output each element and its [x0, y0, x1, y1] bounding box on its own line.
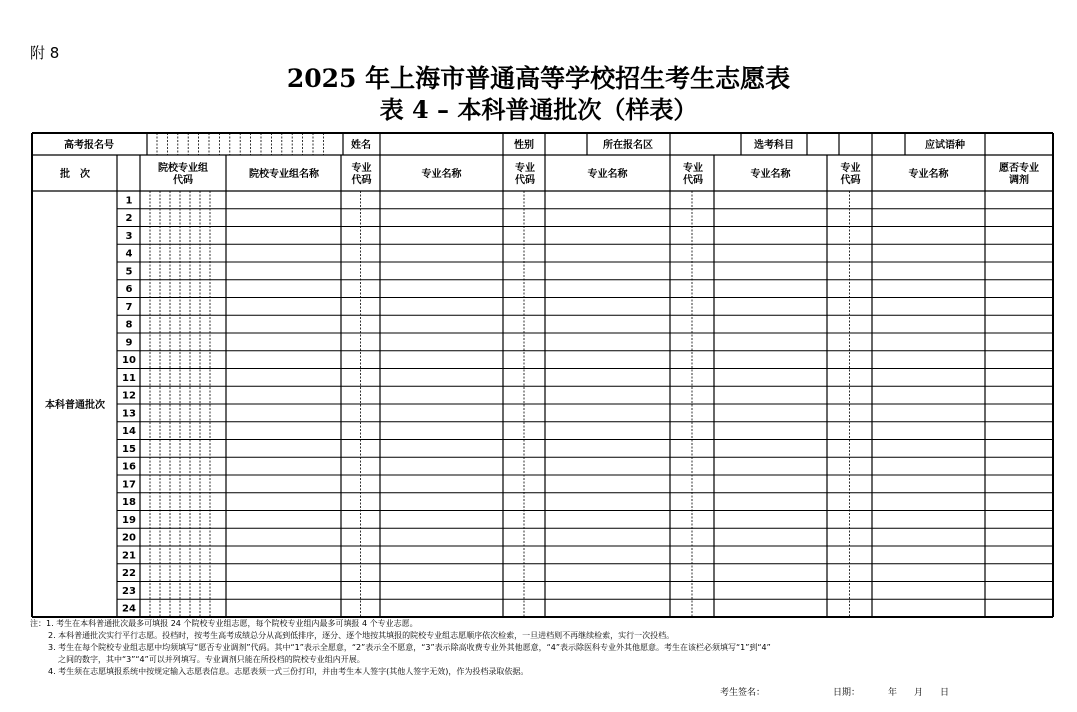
row-number-23: 23: [122, 585, 136, 597]
row-number-16: 16: [122, 461, 136, 473]
date-month: 月: [914, 688, 924, 698]
date-day: 日: [940, 688, 950, 698]
major-name-header-4: 专业名称: [908, 169, 949, 180]
row-number-2: 2: [125, 213, 133, 225]
note-1: 注：1. 考生在本科普通批次最多可填报 24 个院校专业组志愿，每个院校专业组内最多可填报 4 个专业志愿。: [30, 619, 418, 628]
notes-section: [30, 618, 1060, 678]
row-number-5: 5: [125, 266, 133, 278]
date-label: 日期：: [833, 688, 861, 698]
note-2: 2. 本科普通批次实行平行志愿。投档时，按考生高考成绩总分从高到低排序，逐分、逐个地按其填报的院校专业组志愿顺序依次检索，一旦进档则不再继续检索，实行一次投档。: [48, 631, 675, 640]
row-number-1: 1: [125, 195, 133, 207]
page-subtitle: 表 4 – 本科普通批次（样表）: [379, 95, 698, 124]
row-number-20: 20: [122, 532, 136, 544]
name-label: 姓名: [351, 140, 371, 151]
row-number-12: 12: [122, 390, 136, 402]
row-number-15: 15: [122, 443, 136, 455]
major-code-header-3: 专业代码: [683, 163, 703, 186]
major-code-header-2: 专业代码: [515, 163, 535, 186]
row-number-7: 7: [125, 301, 133, 313]
row-number-17: 17: [122, 479, 136, 491]
exam-no-label: 高考报名号: [64, 140, 114, 151]
row-number-18: 18: [122, 497, 136, 509]
row-number-22: 22: [122, 568, 136, 580]
page-title: 2025 年上海市普通高等学校招生考生志愿表: [286, 64, 791, 93]
note-3-continued: 之间的数字，其中“3”“4”可以并列填写。专业调剂只能在所投档的院校专业组内开展。: [58, 655, 365, 664]
row-number-4: 4: [125, 248, 133, 260]
major-name-header-1: 专业名称: [421, 169, 462, 180]
adjust-header: 愿否专业调剂: [999, 163, 1039, 186]
group-name-header: 院校专业组名称: [249, 169, 319, 180]
group-code-header: 院校专业组代码: [158, 163, 208, 186]
row-number-14: 14: [122, 426, 136, 438]
note-3: 3. 考生在每个院校专业组志愿中均须填写“愿否专业调剂”代码。其中“1”表示全愿意，“2”表示全不愿意，“3”表示除高收费专业外其他愿意，“4”表示除医科专业外其他愿意。考生在该栏必须填写“1”到“4”: [48, 643, 771, 652]
attachment-label: 附 8: [30, 44, 60, 62]
row-number-13: 13: [122, 408, 136, 420]
batch-header: 批 次: [60, 169, 90, 180]
language-label: 应试语种: [925, 140, 965, 151]
row-number-10: 10: [122, 355, 136, 367]
row-number-3: 3: [125, 230, 133, 242]
major-code-header-4: 专业代码: [840, 163, 861, 186]
row-number-24: 24: [122, 603, 136, 615]
major-name-header-2: 专业名称: [587, 169, 628, 180]
row-number-19: 19: [122, 514, 136, 526]
row-number-6: 6: [125, 284, 133, 296]
district-label: 所在报名区: [603, 140, 653, 151]
candidate-signature-label: 考生签名：: [720, 688, 766, 698]
note-4: 4. 考生须在志愿填报系统中按规定输入志愿表信息。志愿表须一式三份打印，并由考生本人签字(其他人签字无效)，作为投档录取依据。: [48, 667, 529, 676]
gender-label: 性别: [514, 140, 534, 151]
date-year: 年: [888, 688, 898, 698]
major-code-header-1: 专业代码: [351, 163, 372, 186]
subjects-label: 选考科目: [754, 140, 794, 151]
row-number-21: 21: [122, 550, 136, 562]
row-number-11: 11: [122, 372, 136, 384]
major-name-header-3: 专业名称: [750, 169, 791, 180]
batch-name: 本科普通批次: [45, 400, 105, 411]
row-number-8: 8: [125, 319, 133, 331]
row-number-9: 9: [125, 337, 133, 349]
